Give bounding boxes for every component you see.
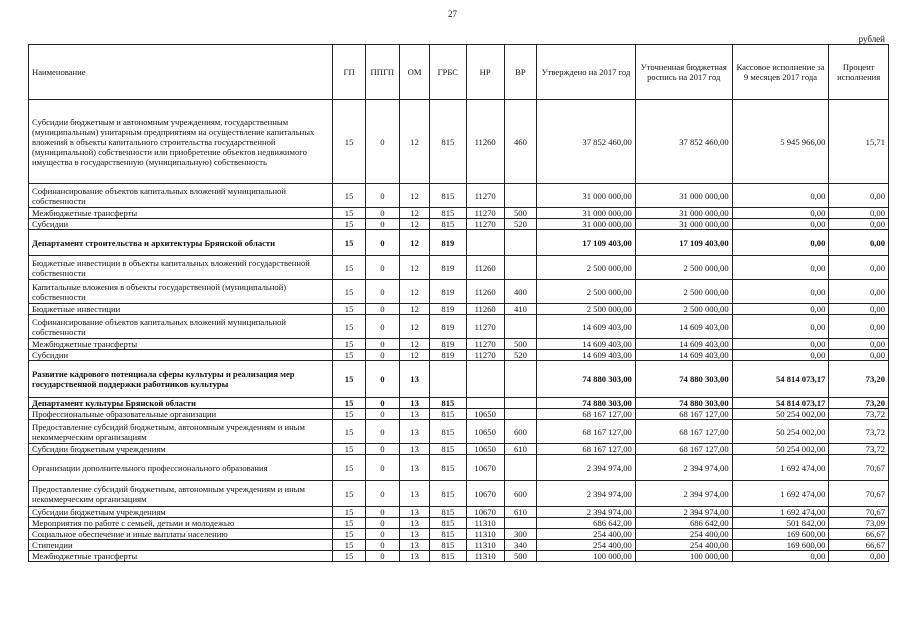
cell-cash: 0,00 xyxy=(732,315,829,339)
cell-vr: 600 xyxy=(504,481,536,507)
cell-om: 12 xyxy=(399,230,429,256)
header-name: Наименование xyxy=(29,45,333,100)
cell-approved: 37 852 460,00 xyxy=(537,100,636,184)
cell-grbs: 815 xyxy=(430,409,466,420)
cell-ppgp: 0 xyxy=(365,540,399,551)
cell-refined: 31 000 000,00 xyxy=(635,208,732,219)
cell-ppgp: 0 xyxy=(365,219,399,230)
table-row xyxy=(29,361,889,398)
cell-refined: 17 109 403,00 xyxy=(635,230,732,256)
cell-np: 10650 xyxy=(466,420,504,444)
cell-ppgp: 0 xyxy=(365,420,399,444)
cell-vr: 500 xyxy=(504,551,536,562)
table-row xyxy=(29,420,889,444)
table-row xyxy=(29,518,889,529)
cell-gp: 15 xyxy=(333,398,365,409)
cell-vr: 340 xyxy=(504,540,536,551)
cell-refined: 14 609 403,00 xyxy=(635,350,732,361)
cell-name: Межбюджетные трансферты xyxy=(29,339,333,350)
cell-refined: 31 000 000,00 xyxy=(635,219,732,230)
cell-percent: 66,67 xyxy=(829,529,889,540)
cell-percent: 73,09 xyxy=(829,518,889,529)
cell-om: 13 xyxy=(399,507,429,518)
cell-np: 11310 xyxy=(466,551,504,562)
cell-percent: 0,00 xyxy=(829,339,889,350)
cell-gp: 15 xyxy=(333,518,365,529)
cell-name: Бюджетные инвестиции xyxy=(29,304,333,315)
cell-vr: 520 xyxy=(504,350,536,361)
cell-percent: 0,00 xyxy=(829,230,889,256)
cell-np: 11260 xyxy=(466,100,504,184)
cell-cash: 0,00 xyxy=(732,350,829,361)
cell-grbs: 815 xyxy=(430,540,466,551)
cell-np: 10670 xyxy=(466,507,504,518)
cell-ppgp: 0 xyxy=(365,315,399,339)
cell-vr: 400 xyxy=(504,280,536,304)
cell-np: 11270 xyxy=(466,339,504,350)
header-om: ОМ xyxy=(399,45,429,100)
cell-ppgp: 0 xyxy=(365,398,399,409)
cell-approved: 31 000 000,00 xyxy=(537,219,636,230)
cell-gp: 15 xyxy=(333,551,365,562)
cell-percent: 70,67 xyxy=(829,455,889,481)
cell-approved: 2 500 000,00 xyxy=(537,304,636,315)
cell-cash: 50 254 002,00 xyxy=(732,420,829,444)
cell-name: Софинансирование объектов капитальных вложений муниципальной собственности xyxy=(29,184,333,208)
cell-gp: 15 xyxy=(333,184,365,208)
cell-cash: 0,00 xyxy=(732,304,829,315)
cell-cash: 0,00 xyxy=(732,256,829,280)
cell-percent: 73,72 xyxy=(829,420,889,444)
cell-grbs: 815 xyxy=(430,481,466,507)
cell-vr: 600 xyxy=(504,420,536,444)
cell-name: Предоставление субсидий бюджетным, автономным учреждениям и иным некоммерческим организациям xyxy=(29,481,333,507)
cell-ppgp: 0 xyxy=(365,339,399,350)
cell-grbs: 815 xyxy=(430,455,466,481)
cell-om: 12 xyxy=(399,219,429,230)
cell-approved: 74 880 303,00 xyxy=(537,398,636,409)
cell-grbs: 815 xyxy=(430,420,466,444)
table-row xyxy=(29,256,889,280)
cell-om: 12 xyxy=(399,339,429,350)
cell-vr: 610 xyxy=(504,444,536,455)
cell-gp: 15 xyxy=(333,444,365,455)
cell-grbs: 815 xyxy=(430,518,466,529)
table-row xyxy=(29,315,889,339)
cell-np: 10650 xyxy=(466,444,504,455)
cell-name: Софинансирование объектов капитальных вложений муниципальной собственности xyxy=(29,315,333,339)
table-row xyxy=(29,339,889,350)
cell-name: Субсидии бюджетным учреждениям xyxy=(29,444,333,455)
cell-cash: 50 254 002,00 xyxy=(732,409,829,420)
cell-name: Развитие кадрового потенциала сферы культуры и реализация мер государственной поддержки работников культуры xyxy=(29,361,333,398)
cell-gp: 15 xyxy=(333,540,365,551)
cell-percent: 73,20 xyxy=(829,361,889,398)
table-row xyxy=(29,230,889,256)
cell-name: Бюджетные инвестиции в объекты капитальных вложений государственной собственности xyxy=(29,256,333,280)
header-np: НР xyxy=(466,45,504,100)
cell-om: 13 xyxy=(399,420,429,444)
cell-cash: 54 814 073,17 xyxy=(732,398,829,409)
cell-np xyxy=(466,230,504,256)
cell-approved: 2 394 974,00 xyxy=(537,455,636,481)
cell-refined: 2 394 974,00 xyxy=(635,507,732,518)
cell-vr xyxy=(504,361,536,398)
cell-name: Субсидии xyxy=(29,219,333,230)
cell-np: 11270 xyxy=(466,350,504,361)
cell-name: Стипендии xyxy=(29,540,333,551)
cell-cash: 1 692 474,00 xyxy=(732,507,829,518)
cell-grbs: 819 xyxy=(430,256,466,280)
cell-approved: 14 609 403,00 xyxy=(537,315,636,339)
table-row xyxy=(29,184,889,208)
table-row xyxy=(29,280,889,304)
cell-vr: 500 xyxy=(504,208,536,219)
cell-cash: 169 600,00 xyxy=(732,540,829,551)
cell-gp: 15 xyxy=(333,420,365,444)
cell-cash: 0,00 xyxy=(732,230,829,256)
header-vr: ВР xyxy=(504,45,536,100)
cell-gp: 15 xyxy=(333,280,365,304)
cell-grbs: 815 xyxy=(430,398,466,409)
cell-gp: 15 xyxy=(333,507,365,518)
table-row xyxy=(29,304,889,315)
cell-percent: 0,00 xyxy=(829,304,889,315)
cell-vr: 410 xyxy=(504,304,536,315)
cell-ppgp: 0 xyxy=(365,208,399,219)
cell-approved: 68 167 127,00 xyxy=(537,409,636,420)
cell-gp: 15 xyxy=(333,315,365,339)
budget-table xyxy=(28,44,889,562)
cell-gp: 15 xyxy=(333,219,365,230)
cell-om: 12 xyxy=(399,304,429,315)
cell-om: 12 xyxy=(399,350,429,361)
cell-grbs: 815 xyxy=(430,100,466,184)
table-row xyxy=(29,455,889,481)
cell-approved: 17 109 403,00 xyxy=(537,230,636,256)
cell-ppgp: 0 xyxy=(365,529,399,540)
cell-vr xyxy=(504,184,536,208)
cell-ppgp: 0 xyxy=(365,409,399,420)
table-row xyxy=(29,540,889,551)
cell-ppgp: 0 xyxy=(365,518,399,529)
cell-vr: 520 xyxy=(504,219,536,230)
cell-ppgp: 0 xyxy=(365,481,399,507)
cell-approved: 254 400,00 xyxy=(537,529,636,540)
cell-name: Социальное обеспечение и иные выплаты населению xyxy=(29,529,333,540)
cell-percent: 73,72 xyxy=(829,444,889,455)
cell-name: Департамент культуры Брянской области xyxy=(29,398,333,409)
cell-name: Организации дополнительного профессионального образования xyxy=(29,455,333,481)
header-row xyxy=(29,45,889,100)
cell-ppgp: 0 xyxy=(365,455,399,481)
cell-vr xyxy=(504,409,536,420)
cell-om: 13 xyxy=(399,444,429,455)
cell-ppgp: 0 xyxy=(365,507,399,518)
table-row xyxy=(29,219,889,230)
cell-name: Межбюджетные трансферты xyxy=(29,551,333,562)
cell-refined: 2 500 000,00 xyxy=(635,256,732,280)
cell-vr: 460 xyxy=(504,100,536,184)
cell-gp: 15 xyxy=(333,481,365,507)
cell-om: 13 xyxy=(399,455,429,481)
cell-gp: 15 xyxy=(333,350,365,361)
cell-ppgp: 0 xyxy=(365,551,399,562)
cell-gp: 15 xyxy=(333,208,365,219)
table-row xyxy=(29,507,889,518)
cell-name: Субсидии xyxy=(29,350,333,361)
cell-cash: 0,00 xyxy=(732,184,829,208)
table-row xyxy=(29,481,889,507)
cell-refined: 100 000,00 xyxy=(635,551,732,562)
cell-grbs: 819 xyxy=(430,280,466,304)
cell-percent: 0,00 xyxy=(829,315,889,339)
cell-refined: 68 167 127,00 xyxy=(635,420,732,444)
cell-approved: 31 000 000,00 xyxy=(537,184,636,208)
cell-refined: 2 394 974,00 xyxy=(635,481,732,507)
header-approved: Утверждено на 2017 год xyxy=(537,45,636,100)
cell-np: 11270 xyxy=(466,184,504,208)
cell-refined: 37 852 460,00 xyxy=(635,100,732,184)
table-body xyxy=(29,100,889,562)
cell-om: 13 xyxy=(399,540,429,551)
cell-cash: 0,00 xyxy=(732,208,829,219)
cell-grbs: 815 xyxy=(430,529,466,540)
cell-om: 13 xyxy=(399,518,429,529)
cell-vr xyxy=(504,315,536,339)
cell-percent: 0,00 xyxy=(829,350,889,361)
cell-grbs: 815 xyxy=(430,208,466,219)
cell-cash: 54 814 073,17 xyxy=(732,361,829,398)
cell-grbs: 815 xyxy=(430,219,466,230)
header-refined: Уточненная бюджетная роспись на 2017 год xyxy=(635,45,732,100)
header-percent: Процент исполнения xyxy=(829,45,889,100)
cell-vr xyxy=(504,230,536,256)
cell-om: 12 xyxy=(399,100,429,184)
table-row xyxy=(29,398,889,409)
cell-percent: 15,71 xyxy=(829,100,889,184)
cell-gp: 15 xyxy=(333,100,365,184)
cell-cash: 169 600,00 xyxy=(732,529,829,540)
cell-name: Капитальные вложения в объекты государственной (муниципальной) собственности xyxy=(29,280,333,304)
table-row xyxy=(29,551,889,562)
cell-grbs: 819 xyxy=(430,339,466,350)
cell-np: 11260 xyxy=(466,304,504,315)
cell-om: 12 xyxy=(399,184,429,208)
page-number: 27 xyxy=(448,9,457,19)
cell-ppgp: 0 xyxy=(365,184,399,208)
cell-approved: 74 880 303,00 xyxy=(537,361,636,398)
cell-percent: 0,00 xyxy=(829,551,889,562)
cell-refined: 254 400,00 xyxy=(635,529,732,540)
cell-np: 11310 xyxy=(466,540,504,551)
cell-grbs: 819 xyxy=(430,315,466,339)
cell-vr xyxy=(504,455,536,481)
table-row xyxy=(29,100,889,184)
cell-cash: 0,00 xyxy=(732,551,829,562)
cell-vr: 610 xyxy=(504,507,536,518)
cell-percent: 70,67 xyxy=(829,481,889,507)
cell-np: 11270 xyxy=(466,208,504,219)
cell-om: 12 xyxy=(399,208,429,219)
cell-refined: 68 167 127,00 xyxy=(635,444,732,455)
cell-percent: 66,67 xyxy=(829,540,889,551)
cell-om: 13 xyxy=(399,398,429,409)
cell-om: 13 xyxy=(399,529,429,540)
cell-om: 13 xyxy=(399,481,429,507)
cell-ppgp: 0 xyxy=(365,280,399,304)
cell-cash: 0,00 xyxy=(732,219,829,230)
header-gp: ГП xyxy=(333,45,365,100)
cell-name: Межбюджетные трансферты xyxy=(29,208,333,219)
cell-gp: 15 xyxy=(333,256,365,280)
cell-refined: 2 500 000,00 xyxy=(635,280,732,304)
currency-label: рублей xyxy=(858,34,885,44)
cell-np: 10670 xyxy=(466,455,504,481)
cell-grbs: 815 xyxy=(430,444,466,455)
cell-approved: 100 000,00 xyxy=(537,551,636,562)
cell-ppgp: 0 xyxy=(365,444,399,455)
cell-cash: 50 254 002,00 xyxy=(732,444,829,455)
cell-np: 11270 xyxy=(466,219,504,230)
cell-approved: 31 000 000,00 xyxy=(537,208,636,219)
cell-vr: 500 xyxy=(504,339,536,350)
cell-om: 13 xyxy=(399,361,429,398)
cell-om: 12 xyxy=(399,280,429,304)
cell-grbs: 815 xyxy=(430,184,466,208)
cell-percent: 73,20 xyxy=(829,398,889,409)
cell-gp: 15 xyxy=(333,409,365,420)
cell-grbs: 819 xyxy=(430,350,466,361)
cell-om: 12 xyxy=(399,256,429,280)
cell-approved: 68 167 127,00 xyxy=(537,420,636,444)
cell-refined: 686 642,00 xyxy=(635,518,732,529)
cell-grbs: 819 xyxy=(430,304,466,315)
cell-name: Субсидии бюджетным и автономным учреждениям, государственным (муниципальным) унитарным предприятиям на осуществление капитальных вложений в объекты капитального строительства государственной (муниципальной) собственности или приобретение объектов недвижимого имущества в государственную (муниципальную) собственность xyxy=(29,100,333,184)
cell-refined: 68 167 127,00 xyxy=(635,409,732,420)
table-row xyxy=(29,208,889,219)
cell-percent: 0,00 xyxy=(829,184,889,208)
cell-refined: 74 880 303,00 xyxy=(635,361,732,398)
cell-gp: 15 xyxy=(333,361,365,398)
cell-approved: 2 500 000,00 xyxy=(537,280,636,304)
cell-refined: 2 500 000,00 xyxy=(635,304,732,315)
cell-percent: 0,00 xyxy=(829,219,889,230)
cell-ppgp: 0 xyxy=(365,100,399,184)
cell-np: 10670 xyxy=(466,481,504,507)
cell-grbs: 815 xyxy=(430,507,466,518)
cell-vr xyxy=(504,398,536,409)
cell-approved: 686 642,00 xyxy=(537,518,636,529)
cell-np: 11260 xyxy=(466,256,504,280)
table-row xyxy=(29,409,889,420)
cell-cash: 5 945 966,00 xyxy=(732,100,829,184)
cell-np: 10650 xyxy=(466,409,504,420)
cell-refined: 31 000 000,00 xyxy=(635,184,732,208)
cell-ppgp: 0 xyxy=(365,256,399,280)
cell-name: Мероприятия по работе с семьей, детьми и молодежью xyxy=(29,518,333,529)
cell-ppgp: 0 xyxy=(365,361,399,398)
cell-gp: 15 xyxy=(333,455,365,481)
cell-om: 13 xyxy=(399,551,429,562)
cell-refined: 2 394 974,00 xyxy=(635,455,732,481)
cell-np: 11260 xyxy=(466,280,504,304)
cell-name: Профессиональные образовательные организации xyxy=(29,409,333,420)
cell-percent: 0,00 xyxy=(829,208,889,219)
table-row xyxy=(29,350,889,361)
cell-om: 12 xyxy=(399,315,429,339)
cell-grbs: 819 xyxy=(430,230,466,256)
cell-ppgp: 0 xyxy=(365,304,399,315)
cell-approved: 2 394 974,00 xyxy=(537,507,636,518)
cell-percent: 73,72 xyxy=(829,409,889,420)
header-cash: Кассовое исполнение за 9 месяцев 2017 года xyxy=(732,45,829,100)
cell-cash: 1 692 474,00 xyxy=(732,455,829,481)
cell-percent: 0,00 xyxy=(829,256,889,280)
cell-np: 11310 xyxy=(466,518,504,529)
cell-grbs xyxy=(430,361,466,398)
cell-refined: 14 609 403,00 xyxy=(635,315,732,339)
cell-np: 11310 xyxy=(466,529,504,540)
cell-name: Субсидии бюджетным учреждениям xyxy=(29,507,333,518)
cell-approved: 254 400,00 xyxy=(537,540,636,551)
cell-approved: 2 500 000,00 xyxy=(537,256,636,280)
header-grbs: ГРБС xyxy=(430,45,466,100)
header-ppgp: ППГП xyxy=(365,45,399,100)
cell-approved: 2 394 974,00 xyxy=(537,481,636,507)
cell-name: Предоставление субсидий бюджетным, автономным учреждениям и иным некоммерческим организациям xyxy=(29,420,333,444)
cell-vr xyxy=(504,256,536,280)
cell-om: 13 xyxy=(399,409,429,420)
cell-gp: 15 xyxy=(333,529,365,540)
cell-percent: 0,00 xyxy=(829,280,889,304)
cell-grbs: 815 xyxy=(430,551,466,562)
cell-cash: 0,00 xyxy=(732,339,829,350)
cell-ppgp: 0 xyxy=(365,230,399,256)
cell-np xyxy=(466,398,504,409)
table-row xyxy=(29,444,889,455)
cell-vr xyxy=(504,518,536,529)
cell-gp: 15 xyxy=(333,339,365,350)
table-row xyxy=(29,529,889,540)
cell-refined: 254 400,00 xyxy=(635,540,732,551)
cell-approved: 14 609 403,00 xyxy=(537,339,636,350)
cell-gp: 15 xyxy=(333,230,365,256)
cell-cash: 1 692 474,00 xyxy=(732,481,829,507)
cell-approved: 14 609 403,00 xyxy=(537,350,636,361)
cell-gp: 15 xyxy=(333,304,365,315)
cell-percent: 70,67 xyxy=(829,507,889,518)
cell-cash: 0,00 xyxy=(732,280,829,304)
cell-name: Департамент строительства и архитектуры Брянской области xyxy=(29,230,333,256)
cell-approved: 68 167 127,00 xyxy=(537,444,636,455)
cell-refined: 14 609 403,00 xyxy=(635,339,732,350)
cell-ppgp: 0 xyxy=(365,350,399,361)
cell-np xyxy=(466,361,504,398)
cell-vr: 300 xyxy=(504,529,536,540)
cell-cash: 501 842,00 xyxy=(732,518,829,529)
cell-refined: 74 880 303,00 xyxy=(635,398,732,409)
cell-np: 11270 xyxy=(466,315,504,339)
